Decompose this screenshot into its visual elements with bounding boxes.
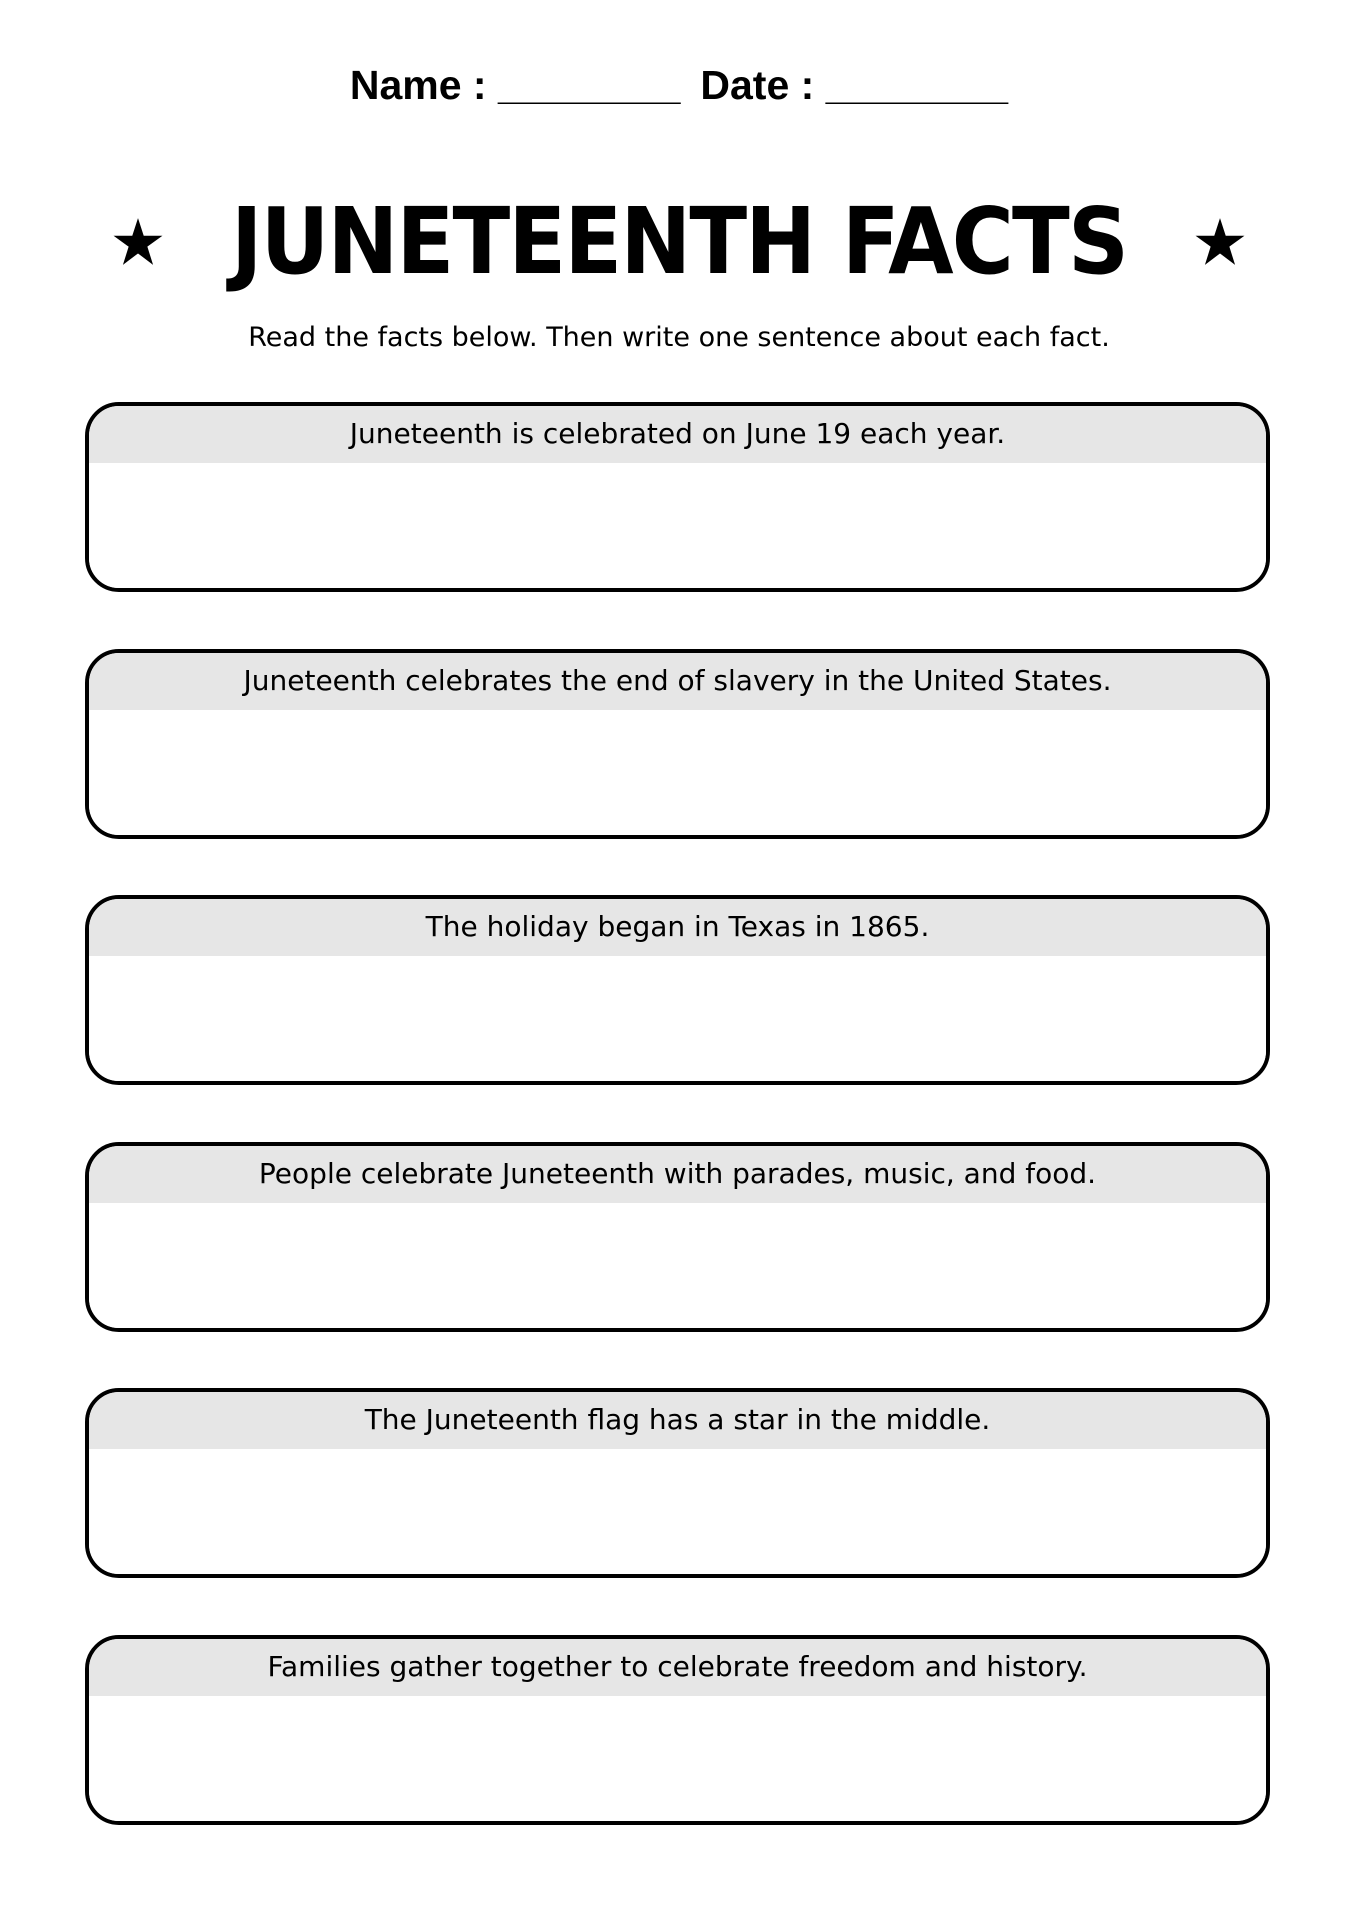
instructions: Read the facts below. Then write one sentence about each fact.: [248, 322, 1110, 353]
answer-area[interactable]: [89, 1696, 1266, 1825]
fact-text: The holiday began in Texas in 1865.: [89, 899, 1266, 956]
star-icon: [112, 216, 164, 268]
page-title: JUNETEENTH FACTS: [230, 188, 1128, 295]
name-field-label[interactable]: Name : ________: [349, 62, 681, 108]
fact-box-3: [85, 895, 1270, 1085]
fact-text: Juneteenth is celebrated on June 19 each year.: [89, 406, 1266, 463]
answer-area[interactable]: [89, 956, 1266, 1085]
fact-box-2: [85, 649, 1270, 839]
fact-text: People celebrate Juneteenth with parades, music, and food.: [89, 1146, 1266, 1203]
answer-area[interactable]: [89, 1203, 1266, 1332]
answer-area[interactable]: [89, 463, 1266, 592]
fact-box-4: [85, 1142, 1270, 1332]
fact-box-1: [85, 402, 1270, 592]
fact-box-5: [85, 1388, 1270, 1578]
answer-area[interactable]: [89, 710, 1266, 839]
star-icon: [1194, 216, 1246, 268]
name-date-line: [0, 60, 1358, 110]
fact-box-6: [85, 1635, 1270, 1825]
fact-text: Families gather together to celebrate freedom and history.: [89, 1639, 1266, 1696]
fact-text: The Juneteenth flag has a star in the middle.: [89, 1392, 1266, 1449]
title-row: [0, 188, 1358, 295]
answer-area[interactable]: [89, 1449, 1266, 1578]
fact-text: Juneteenth celebrates the end of slavery in the United States.: [89, 653, 1266, 710]
date-field-label[interactable]: Date : ________: [700, 62, 1009, 108]
